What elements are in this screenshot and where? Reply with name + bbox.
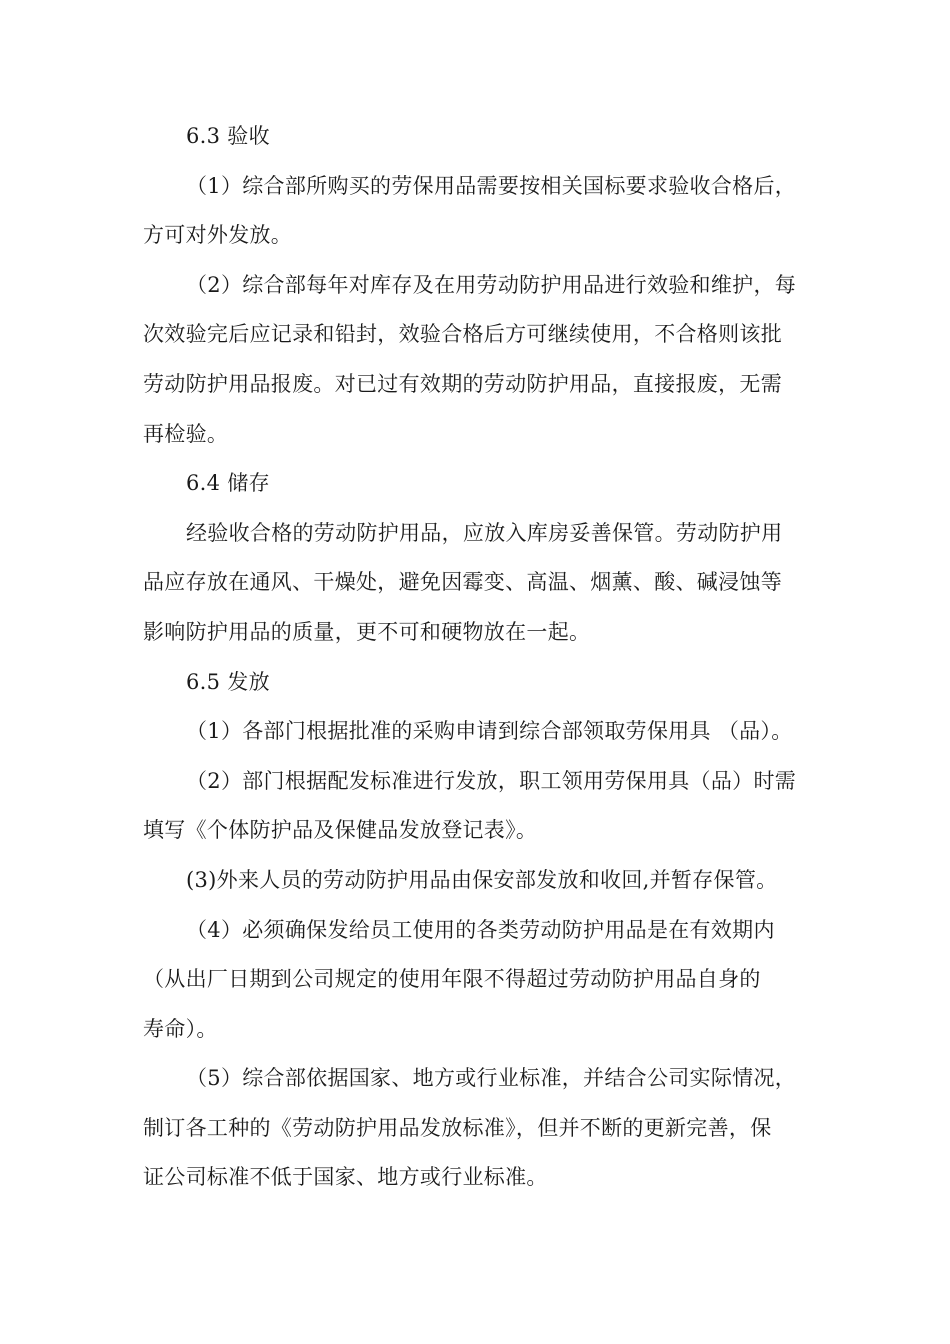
paragraph-line: （4）必须确保发给员工使用的各类劳动防护用品是在有效期内 bbox=[186, 917, 775, 942]
paragraph-line: 方可对外发放。 bbox=[143, 223, 293, 248]
paragraph-line: 制订各工种的《劳动防护用品发放标准》，但并不断的更新完善，保 bbox=[143, 1115, 772, 1140]
paragraph-line: （从出厂日期到公司规定的使用年限不得超过劳动防护用品自身的 bbox=[143, 967, 761, 992]
paragraph-line: 次效验完后应记录和铅封，效验合格后方可继续使用，不合格则该批 bbox=[143, 322, 782, 347]
paragraph-line: 劳动防护用品报废。对已过有效期的劳动防护用品，直接报废，无需 bbox=[143, 371, 782, 396]
paragraph-line: （1）综合部所购买的劳保用品需要按相关国标要求验收合格后， bbox=[186, 173, 797, 198]
document-page bbox=[143, 112, 808, 1203]
paragraph-line: 填写《个体防护品及保健品发放登记表》。 bbox=[143, 818, 538, 843]
paragraph-line: （1）各部门根据批准的采购申请到综合部领取劳保用具 （品）。 bbox=[186, 719, 793, 744]
paragraph-line: （2）部门根据配发标准进行发放，职工领用劳保用具（品）时需 bbox=[186, 768, 797, 793]
paragraph-line: 证公司标准不低于国家、地方或行业标准。 bbox=[143, 1165, 548, 1190]
paragraph-line: (3)外来人员的劳动防护用品由保安部发放和收回,并暂存保管。 bbox=[186, 867, 778, 892]
paragraph-line: （2）综合部每年对库存及在用劳动防护用品进行效验和维护，每 bbox=[186, 272, 797, 297]
section-heading-6-4: 6.4 储存 bbox=[186, 471, 270, 496]
paragraph-line: 影响防护用品的质量，更不可和硬物放在一起。 bbox=[143, 619, 591, 644]
paragraph-line: 经验收合格的劳动防护用品，应放入库房妥善保管。劳动防护用 bbox=[186, 520, 783, 545]
paragraph-line: 再检验。 bbox=[143, 421, 229, 446]
paragraph-line: （5）综合部依据国家、地方或行业标准，并结合公司实际情况， bbox=[186, 1066, 797, 1091]
section-heading-6-5: 6.5 发放 bbox=[186, 669, 270, 694]
paragraph-line: 品应存放在通风、干燥处，避免因霉变、高温、烟薰、酸、碱浸蚀等 bbox=[143, 570, 782, 595]
paragraph-line: 寿命）。 bbox=[143, 1016, 218, 1041]
section-heading-6-3: 6.3 验收 bbox=[186, 124, 270, 148]
